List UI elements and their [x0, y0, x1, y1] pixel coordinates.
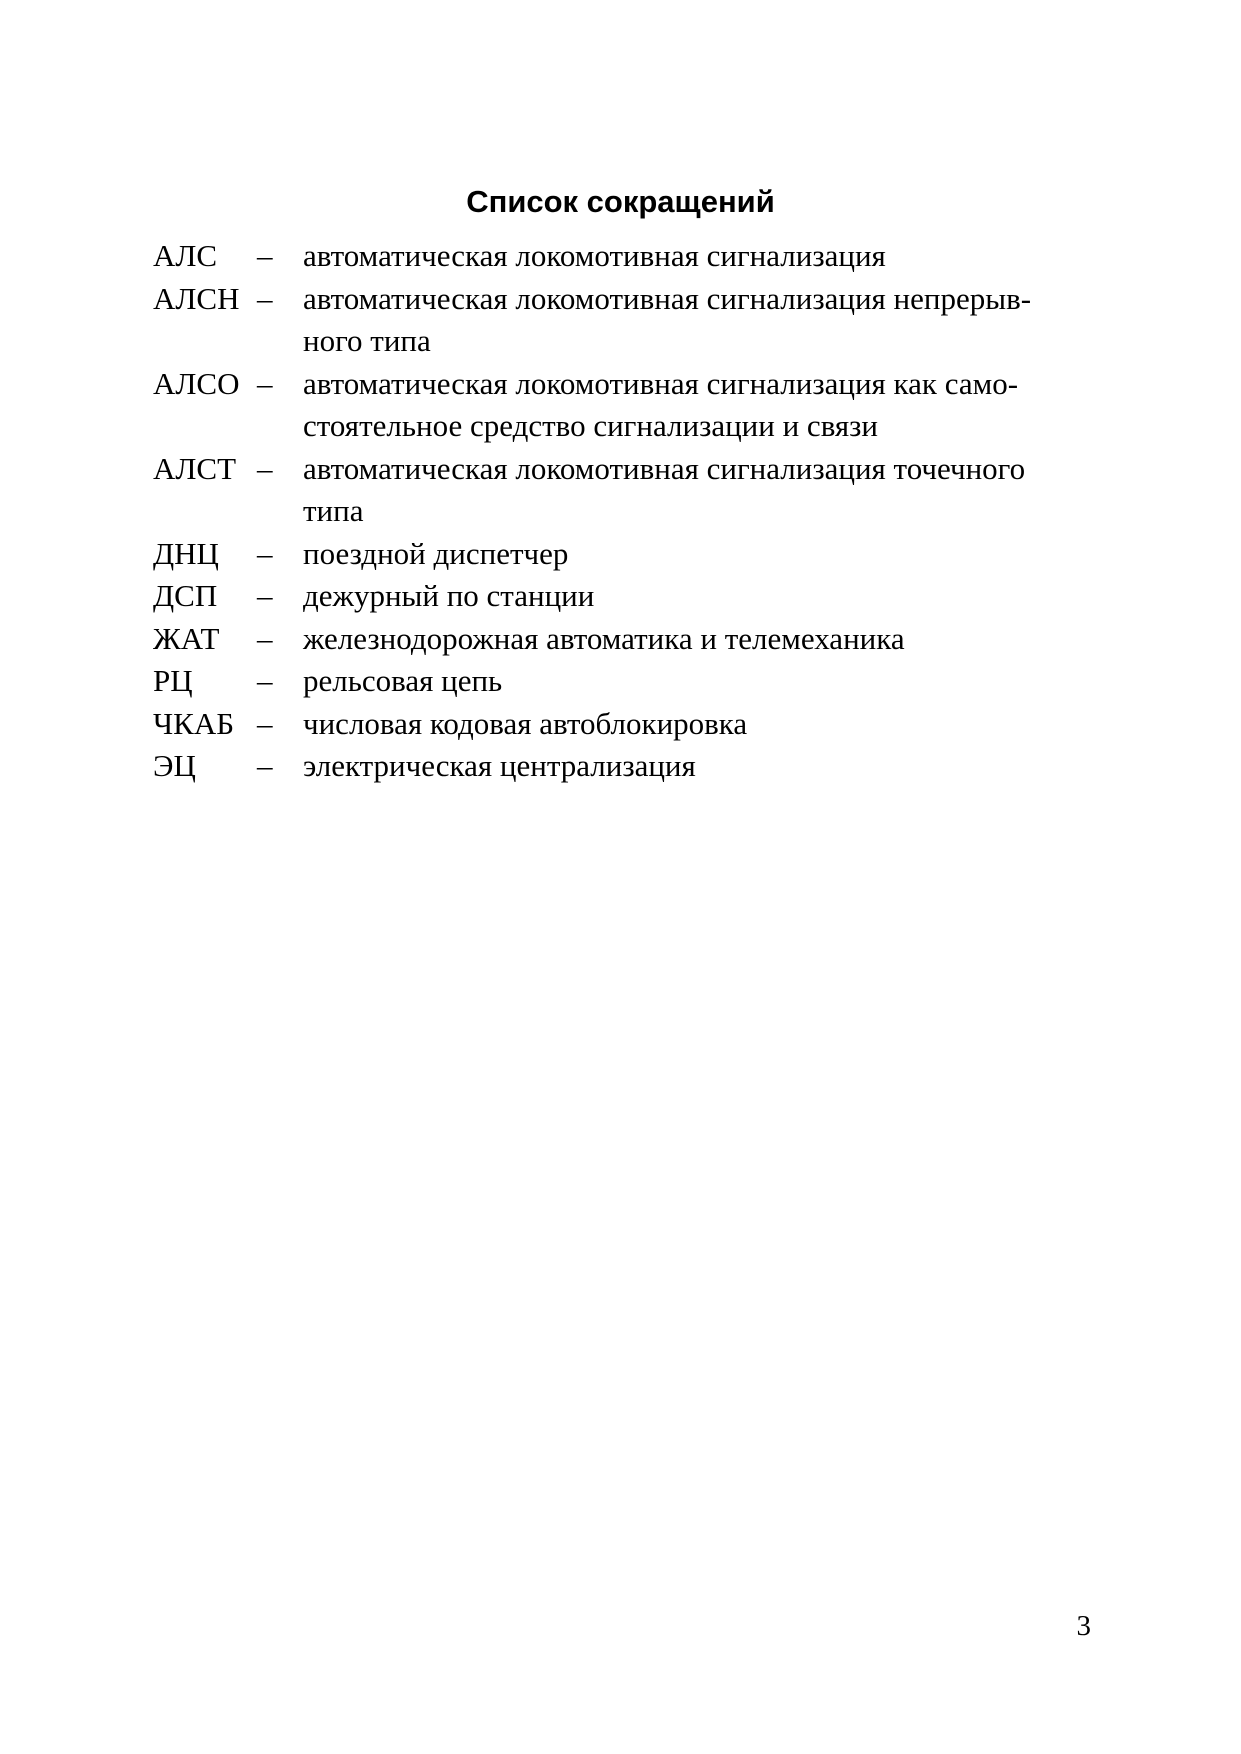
definition-line: автоматическая локомотивная сигнализация: [303, 238, 886, 273]
definition-line: автоматическая локомотивная сигнализация непрерыв-: [303, 280, 1032, 316]
abbreviation-row: [153, 235, 1093, 278]
abbreviation-dash: –: [257, 578, 273, 613]
abbreviation-dash: –: [257, 365, 273, 401]
abbreviation-row: [153, 533, 1093, 576]
abbreviation-row: [153, 745, 1093, 788]
abbreviation-row: [153, 618, 1093, 661]
abbreviation-definition: [303, 618, 1093, 661]
definition-line: автоматическая локомотивная сигнализация точечного: [303, 450, 1026, 486]
abbreviation-row: [153, 703, 1093, 746]
abbreviation-dash: –: [257, 663, 273, 698]
abbreviation-term: ЖАТ: [153, 620, 220, 656]
abbreviation-term: АЛСН: [153, 280, 240, 316]
abbreviation-dash: –: [257, 238, 273, 273]
abbreviation-term: РЦ: [153, 663, 193, 698]
definition-line: рельсовая цепь: [303, 663, 503, 698]
definition-line: типа: [303, 493, 364, 528]
abbreviation-dash: –: [257, 535, 273, 571]
abbreviation-definition: [303, 448, 1093, 533]
page-title: Список сокращений: [466, 184, 775, 219]
abbreviation-definition: [303, 703, 1093, 746]
abbreviation-row: [153, 575, 1093, 618]
abbreviation-definition: [303, 575, 1093, 618]
abbreviation-definition: [303, 660, 1093, 703]
abbreviation-row: [153, 660, 1093, 703]
abbreviation-dash: –: [257, 705, 273, 741]
abbreviation-dash: –: [257, 280, 273, 316]
abbreviation-definition: [303, 363, 1093, 448]
definition-line: электрическая централизация: [303, 748, 696, 783]
definition-line: железнодорожная автоматика и телемеханика: [303, 620, 905, 656]
definition-line: числовая кодовая автоблокировка: [303, 705, 748, 741]
abbreviation-list: [153, 235, 1093, 788]
definition-line: ного типа: [303, 323, 431, 358]
abbreviation-term: ЭЦ: [153, 748, 196, 783]
abbreviation-dash: –: [257, 748, 273, 783]
abbreviation-term: АЛСО: [153, 365, 240, 401]
abbreviation-term: ЧКАБ: [153, 705, 235, 741]
abbreviation-definition: [303, 278, 1093, 363]
abbreviation-row: [153, 363, 1093, 448]
abbreviation-row: [153, 278, 1093, 363]
abbreviation-term: АЛС: [153, 238, 218, 273]
abbreviation-term: ДСП: [153, 578, 218, 613]
abbreviation-dash: –: [257, 620, 273, 656]
abbreviation-dash: –: [257, 450, 273, 486]
definition-line: стоятельное средство сигнализации и связи: [303, 408, 879, 443]
abbreviation-term: ДНЦ: [153, 535, 219, 571]
definition-line: автоматическая локомотивная сигнализация как само-: [303, 365, 1019, 401]
page-number: 3: [1076, 1610, 1091, 1642]
abbreviation-definition: [303, 745, 1093, 788]
abbreviation-term: АЛСТ: [153, 450, 237, 486]
abbreviation-definition: [303, 533, 1093, 576]
definition-line: поездной диспетчер: [303, 535, 569, 571]
abbreviation-definition: [303, 235, 1093, 278]
definition-line: дежурный по станции: [303, 578, 595, 613]
abbreviation-row: [153, 448, 1093, 533]
